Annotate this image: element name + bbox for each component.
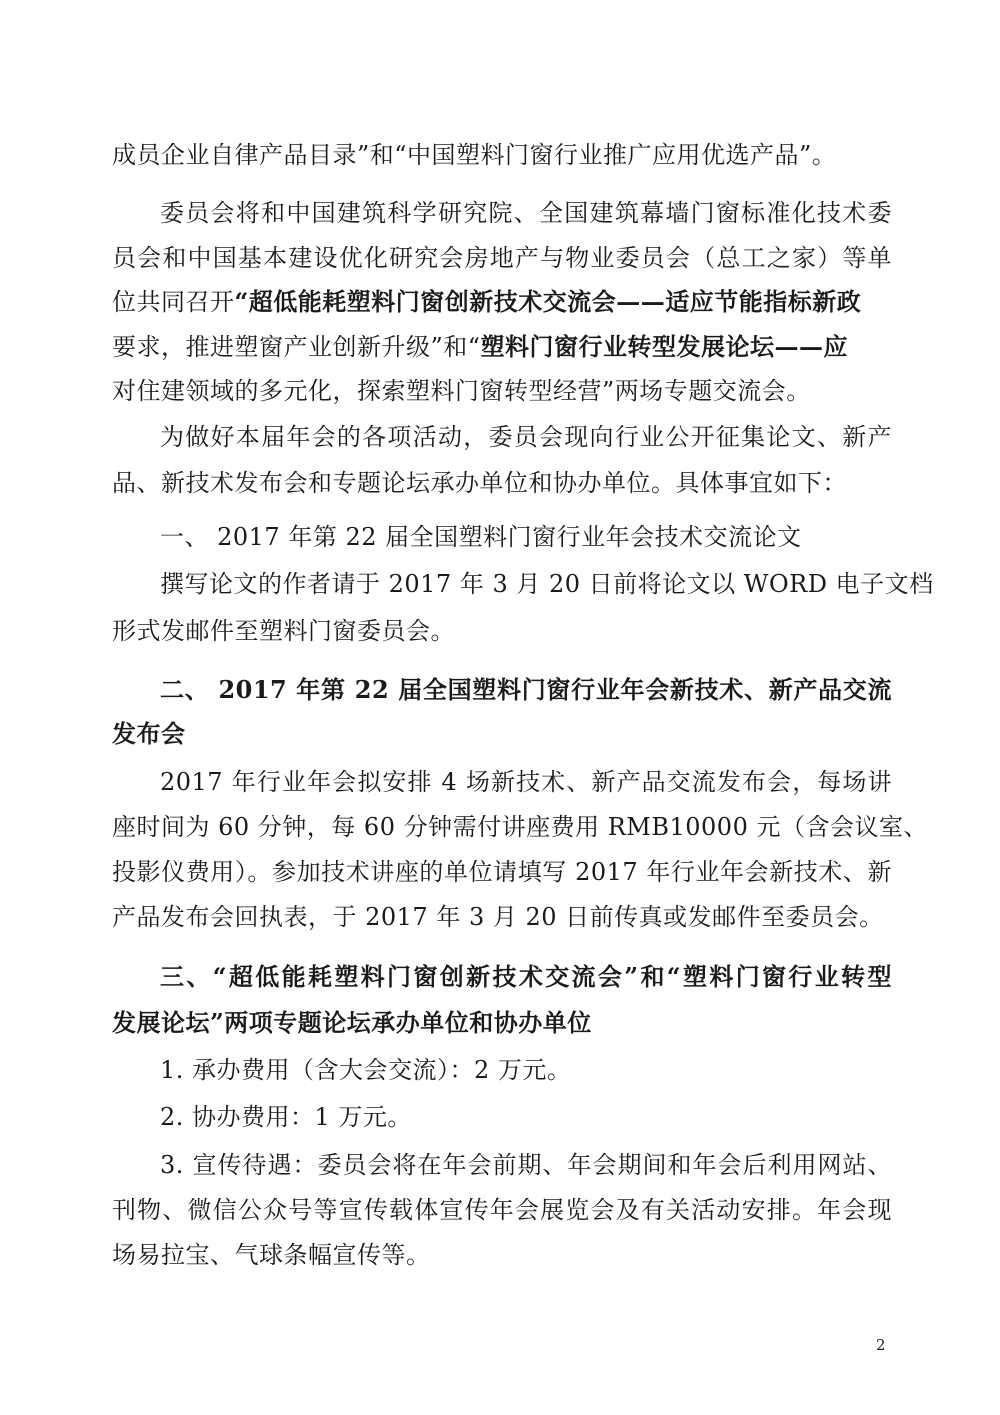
paragraph-line: 撰写论文的作者请于 2017 年 3 月 20 日前将论文以 WORD 电子文档 [160,570,934,598]
list-item: 2. 协办费用：1 万元。 [160,1103,412,1131]
text-run: 要求，推进塑窗产业创新升级”和“ [112,333,481,361]
paragraph-line: 座时间为 60 分钟，每 60 分钟需付讲座费用 RMB10000 元（含会议室、 [112,813,928,841]
bold-text-run: “超低能耗塑料门窗创新技术交流会——适应节能指标新政 [234,287,862,316]
paragraph-line [112,330,892,364]
paragraph-line: 委员会将和中国建筑科学研究院、全国建筑幕墙门窗标准化技术委 [160,199,892,227]
section-heading: 二、 2017 年第 22 届全国塑料门窗行业年会新技术、新产品交流 [160,675,892,704]
paragraph-line: 成员企业自律产品目录”和“中国塑料门窗行业推广应用优选产品”。 [112,141,837,169]
list-item: 3. 宣传待遇：委员会将在年会前期、年会期间和年会后利用网站、 [160,1151,892,1179]
section-heading: 一、 2017 年第 22 届全国塑料门窗行业年会技术交流论文 [160,523,802,551]
paragraph-line: 为做好本届年会的各项活动，委员会现向行业公开征集论文、新产 [160,423,892,451]
list-item: 1. 承办费用（含大会交流）：2 万元。 [160,1056,572,1084]
section-heading: 发布会 [112,719,186,748]
paragraph-line: 2017 年行业年会拟安排 4 场新技术、新产品交流发布会，每场讲 [160,768,892,796]
page-number: 2 [876,1336,886,1354]
paragraph-line: 刊物、微信公众号等宣传载体宣传年会展览会及有关活动安排。年会现 [112,1196,892,1224]
paragraph-line: 场易拉宝、气球条幅宣传等。 [112,1241,431,1269]
text-run: 位共同召开 [112,288,235,316]
paragraph-line: 产品发布会回执表，于 2017 年 3 月 20 日前传真或发邮件至委员会。 [112,903,884,931]
paragraph-line: 员会和中国基本建设优化研究会房地产与物业委员会（总工之家）等单 [112,244,892,272]
section-heading: 三、“超低能耗塑料门窗创新技术交流会”和“塑料门窗行业转型 [160,962,892,991]
paragraph-line: 品、新技术发布会和专题论坛承办单位和协办单位。具体事宜如下： [112,469,847,497]
bold-text-run: 塑料门窗行业转型发展论坛——应 [480,332,849,361]
paragraph-line [112,285,892,319]
paragraph-line: 投影仪费用）。参加技术讲座的单位请填写 2017 年行业年会新技术、新 [112,858,892,886]
paragraph-line: 形式发邮件至塑料门窗委员会。 [112,617,455,645]
section-heading: 发展论坛”两项专题论坛承办单位和协办单位 [112,1008,592,1037]
paragraph-line: 对住建领域的多元化，探索塑料门窗转型经营”两场专题交流会。 [112,377,811,405]
